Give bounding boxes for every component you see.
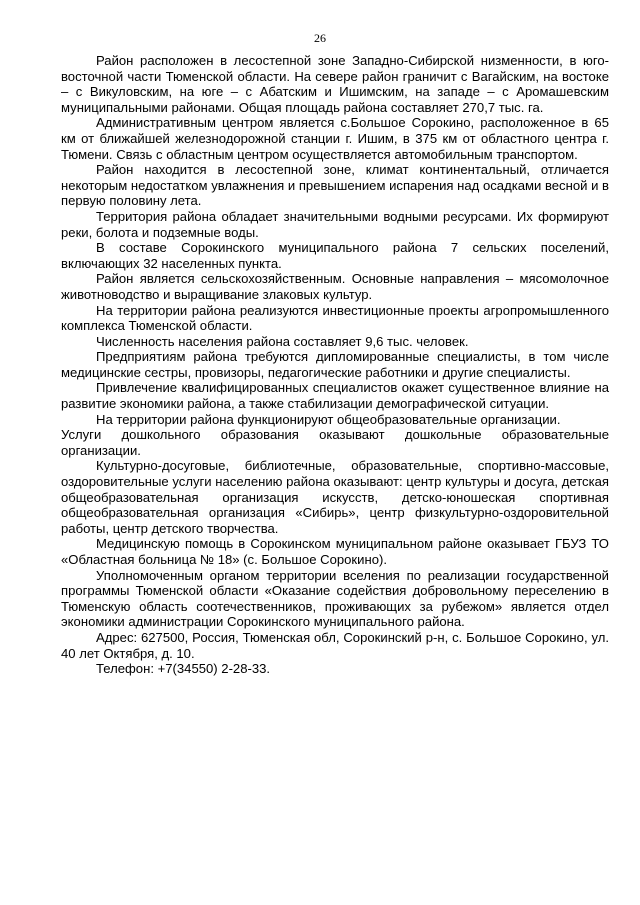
paragraph-climate: Район находится в лесостепной зоне, климат континентальный, отличается некоторым недостатком увлажнения и превышением испарения над осадками весной и в первую половину лета.: [61, 162, 609, 209]
paragraph-settlements: В составе Сорокинского муниципального района 7 сельских поселений, включающих 32 населенных пункта.: [61, 240, 609, 271]
paragraph-phone: Телефон: +7(34550) 2-28-33.: [96, 661, 271, 677]
paragraph-address: Адрес: 627500, Россия, Тюменская обл, Сорокинский р-н, с. Большое Сорокино, ул. 40 лет Октября, д. 10.: [61, 629, 609, 661]
paragraph-location: Район расположен в лесостепной зоне Западно-Сибирской низменности, в юго-восточной части Тюменской области. На севере район граничит с Вагайским, на востоке – с Викуловским, на юге – с Абатским и Ишимским, на западе – с Аромашевским муниципальными районами. Общая площадь района составляет 270,7 тыс. га.: [61, 53, 609, 115]
paragraph-admin-center: Административным центром является с.Большое Сорокино, расположенное в 65 км от ближайшей железнодорожной станции г. Ишим, в 375 км от областного центра г. Тюмени. Связь с областным центром осуществляется автомобильным транспортом.: [61, 115, 609, 162]
paragraph-medical: Медицинскую помощь в Сорокинском муниципальном районе оказывает ГБУЗ ТО «Областная больница № 18» (с. Большое Сорокино).: [61, 536, 609, 567]
page-number: 26: [314, 31, 326, 45]
paragraph-specialists-impact: Привлечение квалифицированных специалистов окажет существенное влияние на развитие экономики района, а также стабилизации демографической ситуации.: [61, 380, 609, 412]
document-body: [61, 53, 609, 677]
paragraph-authority: Уполномоченным органом территории вселения по реализации государственной программы Тюменской области «Оказание содействия добровольному переселению в Тюменскую область соотечественников, проживающих за рубежом» является отдел экономики администрации Сорокинского муниципального района.: [61, 567, 609, 630]
paragraph-specialists-needed: Предприятиям района требуются дипломированные специалисты, в том числе медицинские сестры, провизоры, педагогические работники и другие специалисты.: [61, 349, 609, 380]
paragraph-culture: Культурно-досуговые, библиотечные, образовательные, спортивно-массовые, оздоровительные услуги населению района оказывают: центр культуры и досуга, детская общеобразовательная организация искусств, детско-юношеская спортивная общеобразовательная организация «Сибирь», центр физкультурно-оздоровительной работы, центр детского творчества.: [61, 458, 609, 536]
paragraph-population: Численность населения района составляет 9,6 тыс. человек.: [96, 333, 469, 349]
paragraph-investment: На территории района реализуются инвестиционные проекты агропромышленного комплекса Тюменской области.: [61, 302, 609, 334]
paragraph-preschool: Услуги дошкольного образования оказывают дошкольные образовательные организации.: [61, 427, 609, 458]
paragraph-agriculture: Район является сельскохозяйственным. Основные направления – мясомолочное животноводство и выращивание злаковых культур.: [61, 271, 609, 302]
paragraph-schools: На территории района функционируют общеобразовательные организации.: [96, 411, 561, 427]
paragraph-water-resources: Территория района обладает значительными водными ресурсами. Их формируют реки, болота и подземные воды.: [61, 208, 609, 240]
